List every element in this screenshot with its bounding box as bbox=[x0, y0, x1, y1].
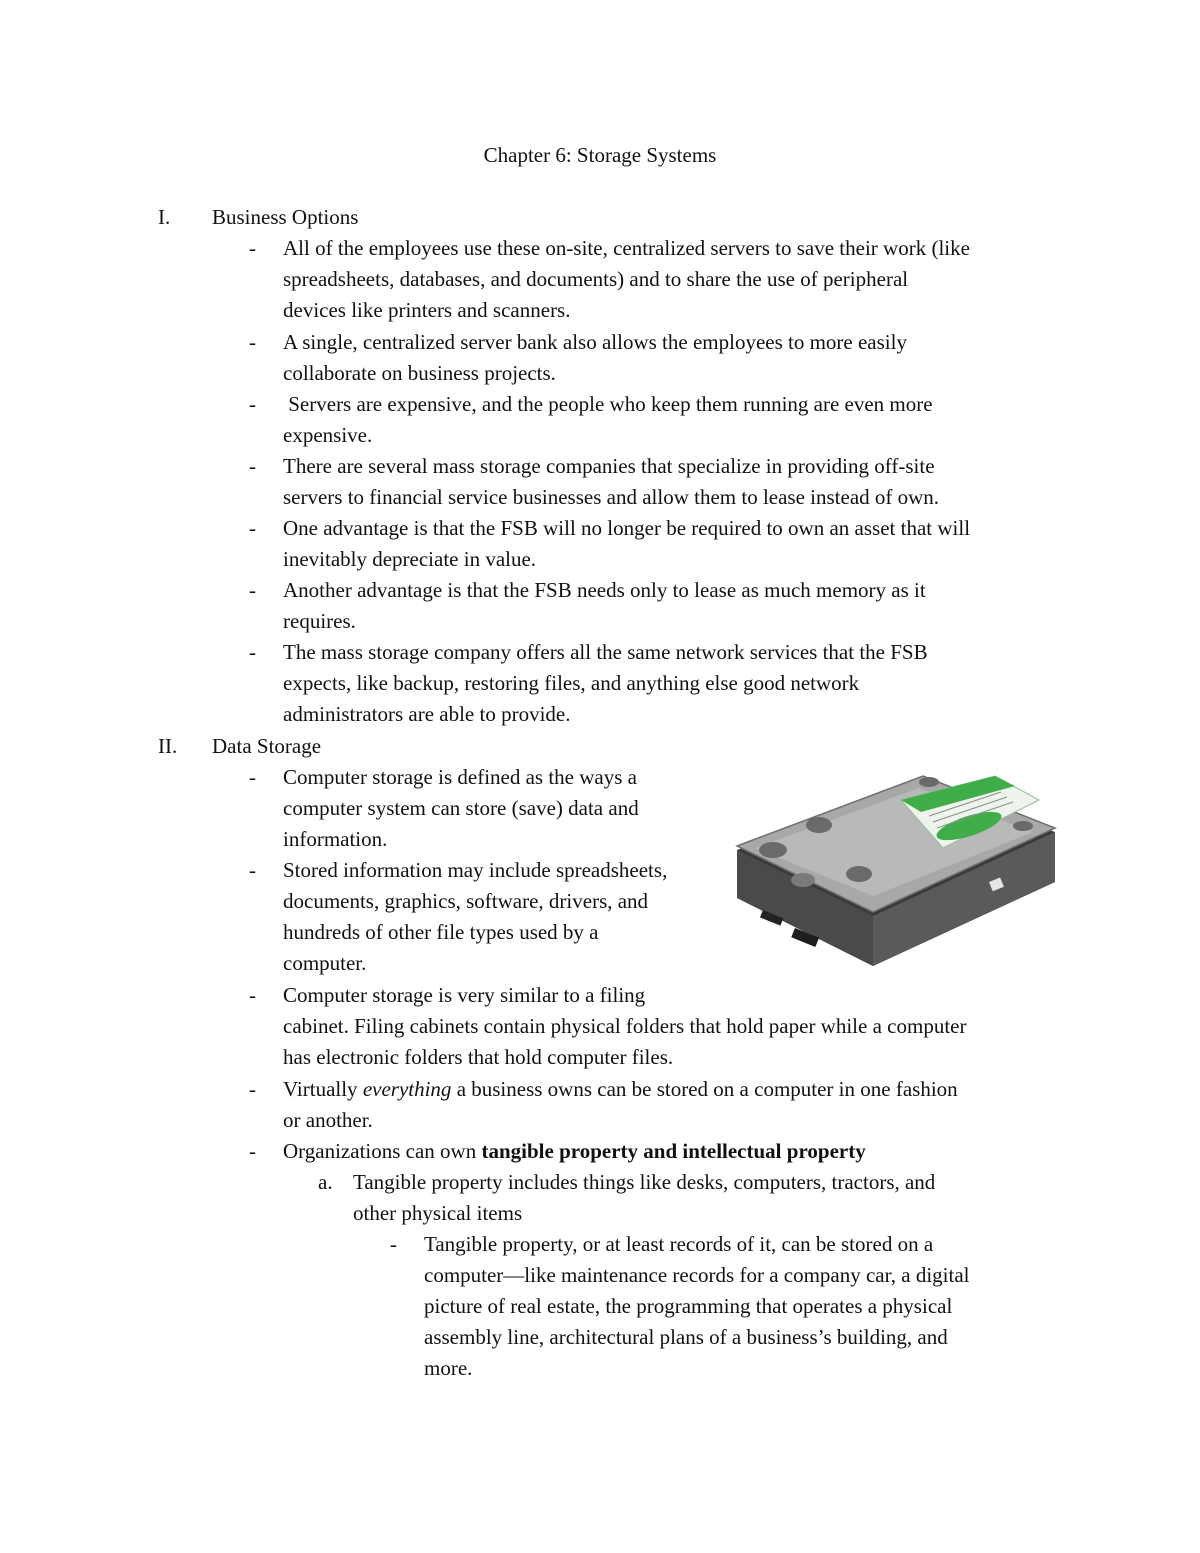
bullet-dash: - bbox=[249, 765, 256, 789]
section-heading: Data Storage bbox=[212, 734, 322, 758]
list-item-text: expensive. bbox=[283, 423, 373, 447]
sub-list-marker: a. bbox=[318, 1170, 333, 1194]
page-title: Chapter 6: Storage Systems bbox=[483, 143, 717, 167]
list-item-text: or another. bbox=[283, 1108, 373, 1132]
bullet-dash: - bbox=[249, 858, 256, 882]
bullet-dash: - bbox=[249, 983, 256, 1007]
hard-drive-image bbox=[733, 770, 1059, 977]
bullet-dash: - bbox=[249, 454, 256, 478]
list-item-text: computer. bbox=[283, 951, 367, 975]
list-item-text: documents, graphics, software, drivers, and bbox=[283, 889, 649, 913]
section-heading: Business Options bbox=[212, 205, 359, 229]
section-numeral: II. bbox=[158, 734, 178, 758]
bullet-dash: - bbox=[390, 1232, 397, 1256]
list-item-text: information. bbox=[283, 827, 388, 851]
list-item-text: Organizations can own tangible property and intellectual property bbox=[283, 1139, 866, 1163]
bullet-dash: - bbox=[249, 578, 256, 602]
sub-list-text: Tangible property includes things like desks, computers, tractors, and bbox=[353, 1170, 936, 1194]
list-item-text: requires. bbox=[283, 609, 356, 633]
list-item-text: There are several mass storage companies that specialize in providing off-site bbox=[283, 454, 935, 478]
list-item-text: cabinet. Filing cabinets contain physical folders that hold paper while a computer bbox=[283, 1014, 967, 1038]
list-item-text: administrators are able to provide. bbox=[283, 702, 571, 726]
bullet-dash: - bbox=[249, 330, 256, 354]
list-item-text: picture of real estate, the programming that operates a physical bbox=[424, 1294, 953, 1318]
list-item-text: more. bbox=[424, 1356, 473, 1380]
bullet-dash: - bbox=[249, 1139, 256, 1163]
list-item-text: hundreds of other file types used by a bbox=[283, 920, 599, 944]
list-item-text: collaborate on business projects. bbox=[283, 361, 556, 385]
list-item-text: Another advantage is that the FSB needs only to lease as much memory as it bbox=[283, 578, 926, 602]
list-item-text: One advantage is that the FSB will no longer be required to own an asset that will bbox=[283, 516, 971, 540]
list-item-text: assembly line, architectural plans of a business’s building, and bbox=[424, 1325, 948, 1349]
section-numeral: I. bbox=[158, 205, 171, 229]
list-item-text: The mass storage company offers all the same network services that the FSB bbox=[283, 640, 928, 664]
emphasis-text: everything bbox=[362, 1077, 452, 1101]
list-item-text: A single, centralized server bank also allows the employees to more easily bbox=[283, 330, 907, 354]
list-item-text: spreadsheets, databases, and documents) and to share the use of peripheral bbox=[283, 267, 909, 291]
sub-list-text: other physical items bbox=[353, 1201, 523, 1225]
list-item-text: has electronic folders that hold computer files. bbox=[283, 1045, 674, 1069]
list-item-text: Servers are expensive, and the people who keep them running are even more bbox=[283, 392, 933, 416]
list-item-text: computer system can store (save) data and bbox=[283, 796, 639, 820]
bullet-dash: - bbox=[249, 640, 256, 664]
list-item-text: servers to financial service businesses and allow them to lease instead of own. bbox=[283, 485, 940, 509]
list-item-text: computer—like maintenance records for a company car, a digital bbox=[424, 1263, 970, 1287]
list-item-text: All of the employees use these on-site, centralized servers to save their work (like bbox=[283, 236, 970, 260]
list-item-text: expects, like backup, restoring files, and anything else good network bbox=[283, 671, 860, 695]
list-item-text: Virtually everything a business owns can be stored on a computer in one fashion bbox=[283, 1077, 958, 1101]
list-item-text: Tangible property, or at least records of it, can be stored on a bbox=[424, 1232, 934, 1256]
bullet-dash: - bbox=[249, 236, 256, 260]
list-item-text: Computer storage is very similar to a filing bbox=[283, 983, 646, 1007]
list-item-text: Stored information may include spreadsheets, bbox=[283, 858, 668, 882]
bullet-dash: - bbox=[249, 516, 256, 540]
list-item-text: Computer storage is defined as the ways a bbox=[283, 765, 637, 789]
bullet-dash: - bbox=[249, 392, 256, 416]
bold-text: tangible property and intellectual property bbox=[481, 1139, 866, 1163]
list-item-text: inevitably depreciate in value. bbox=[283, 547, 537, 571]
list-item-text: devices like printers and scanners. bbox=[283, 298, 571, 322]
bullet-dash: - bbox=[249, 1077, 256, 1101]
